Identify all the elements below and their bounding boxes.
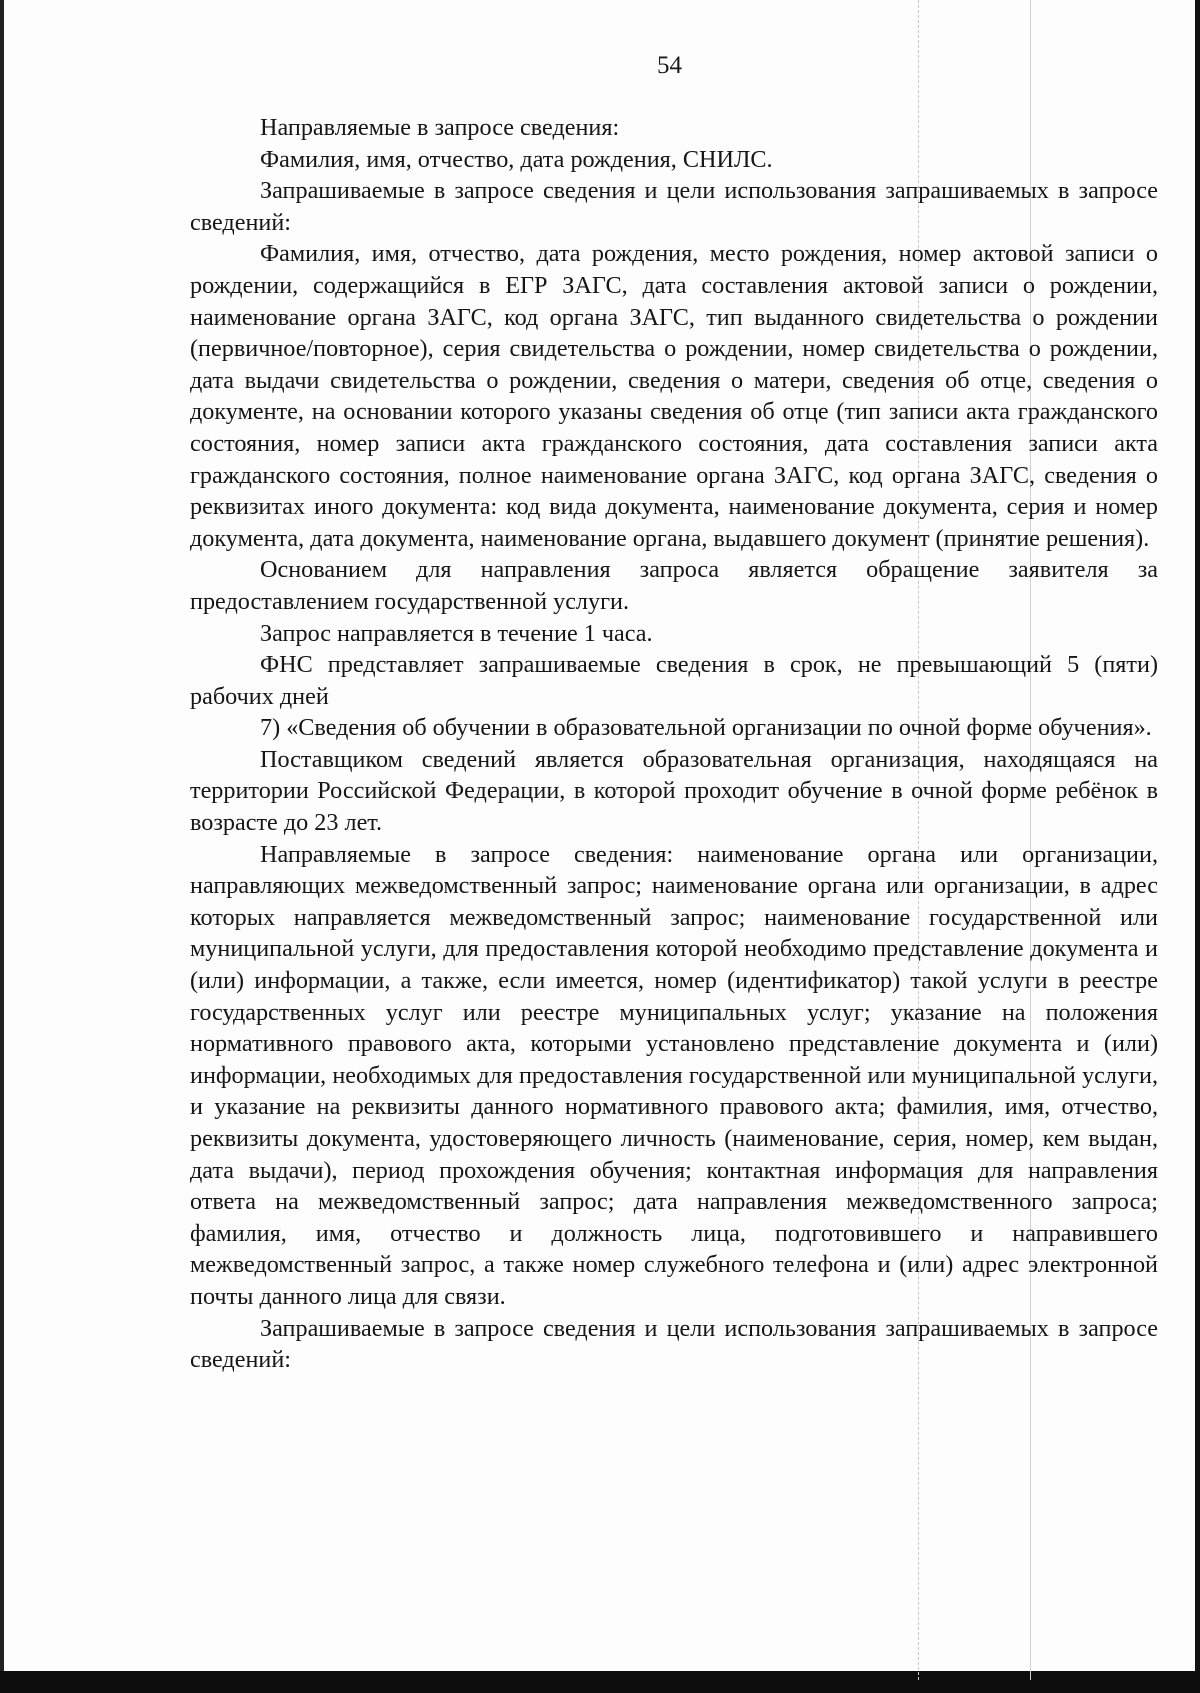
paragraph: Направляемые в запросе сведения: наименование органа или организации, направляющих межведомственный запрос; наименование органа или организации, в адрес которых направляется межведомственный запрос; наименование государственной или муниципальной услуги, для предоставления которой необходимо представление документа и (или) информации, а также, если имеется, номер (идентификатор) такой услуги в реестре государственных услуг или реестре муниципальных услуг; указание на положения нормативного правового акта, которыми установлено представление документа и (или) информации, необходимых для предоставления государственной или муниципальной услуги, и указание на реквизиты данного нормативного правового акта; фамилия, имя, отчество, реквизиты документа, удостоверяющего личность (наименование, серия, номер, кем выдан, дата выдачи), период прохождения обучения; контактная информация для направления ответа на межведомственный запрос; дата направления межведомственного запроса; фамилия, имя, отчество и должность лица, подготовившего и направившего межведомственный запрос, а также номер служебного телефона и (или) адрес электронной почты данного лица для связи. bbox=[190, 840, 1158, 1310]
scan-edge-left bbox=[0, 0, 4, 1693]
paragraph: Поставщиком сведений является образовательная организация, находящаяся на территории Российской Федерации, в которой проходит обучение в очной форме ребёнок в возрасте до 23 лет. bbox=[190, 745, 1158, 837]
paragraph: Запрашиваемые в запросе сведения и цели использования запрашиваемых в запросе сведений: bbox=[190, 177, 1158, 236]
document-body bbox=[190, 112, 1158, 1376]
page-number: 54 bbox=[657, 52, 682, 79]
paragraph: Запрос направляется в течение 1 часа. bbox=[260, 619, 653, 647]
paragraph: ФНС представляет запрашиваемые сведения в срок, не превышающий 5 (пяти) рабочих дней bbox=[190, 651, 1158, 710]
paragraph: Запрашиваемые в запросе сведения и цели использования запрашиваемых в запросе сведений: bbox=[190, 1314, 1158, 1374]
paragraph: Основанием для направления запроса является обращение заявителя за предоставлением государственной услуги. bbox=[190, 556, 1158, 615]
scan-edge-bottom bbox=[0, 1671, 1200, 1693]
paragraph: Фамилия, имя, отчество, дата рождения, место рождения, номер актовой записи о рождении, содержащийся в ЕГР ЗАГС, дата составления актовой записи о рождении, наименование органа ЗАГС, код органа ЗАГС, тип выданного свидетельства о рождении (первичное/повторное), серия свидетельства о рождении, номер свидетельства о рождении, дата выдачи свидетельства о рождении, сведения о матери, сведения об отце, сведения о документе, на основании которого указаны сведения об отце (тип записи акта гражданского состояния, номер записи акта гражданского состояния, дата составления записи акта гражданского состояния, полное наименование органа ЗАГС, код органа ЗАГС, сведения о реквизитах иного документа: код вида документа, наименование документа, серия и номер документа, дата документа, наименование органа, выдавшего документ (принятие решения). bbox=[190, 240, 1158, 552]
paragraph: 7) «Сведения об обучении в образовательной организации по очной форме обучения». bbox=[260, 714, 1152, 742]
paragraph: Направляемые в запросе сведения: bbox=[260, 114, 620, 141]
paragraph: Фамилия, имя, отчество, дата рождения, СНИЛС. bbox=[260, 145, 773, 173]
scan-edge-right bbox=[1195, 0, 1200, 1693]
